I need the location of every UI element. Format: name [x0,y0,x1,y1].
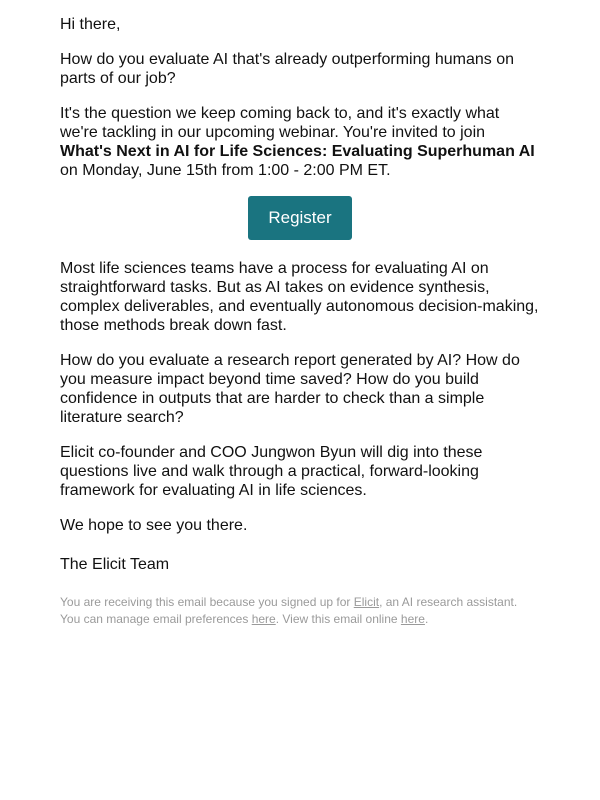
register-button[interactable]: Register [248,196,352,240]
speaker-paragraph: Elicit co-founder and COO Jungwon Byun will dig into these questions live and walk through a practical, forward-looking framework for evaluating AI in life sciences. [60,444,483,499]
invite-suffix: on Monday, June 15th from 1:00 - 2:00 PM ET. [60,162,391,179]
footer-line2-suffix: . [424,612,429,626]
questions-paragraph: How do you evaluate a research report generated by AI? How do you measure impact beyond time saved? How do you build confidence in outputs that are harder to check than a simple literature search? [60,352,520,426]
invite-prefix: It's the question we keep coming back to, and it's exactly what we're tackling in our upcoming webinar. You're invited to join [60,105,500,141]
footer-line2-middle: . View this email online [275,612,401,626]
closing-line: We hope to see you there. [60,517,248,534]
footer-line1-suffix: , an AI research assistant. [379,595,518,609]
footer-line1-prefix: You are receiving this email because you signed up for [60,595,354,609]
footer-line-1 [60,594,540,611]
greeting: Hi there, [60,16,121,33]
view-online-link[interactable]: here [400,612,425,626]
manage-preferences-link[interactable]: here [251,612,276,626]
signoff: The Elicit Team [60,556,170,573]
email-footer [60,594,540,628]
elicit-link[interactable]: Elicit [353,595,380,609]
footer-line-2 [60,611,540,628]
webinar-title: What's Next in AI for Life Sciences: Evaluating Superhuman AI [60,143,535,160]
invite-paragraph [60,104,540,180]
email-body [60,0,540,628]
footer-line2-prefix: You can manage email preferences [60,612,252,626]
process-paragraph: Most life sciences teams have a process for evaluating AI on straightforward tasks. But as AI takes on evidence synthesis, complex deliverables, and eventually autonomous decision-making, those methods break down fast. [60,260,539,334]
register-button-container [60,196,540,240]
intro-paragraph: How do you evaluate AI that's already outperforming humans on parts of our job? [60,51,514,87]
